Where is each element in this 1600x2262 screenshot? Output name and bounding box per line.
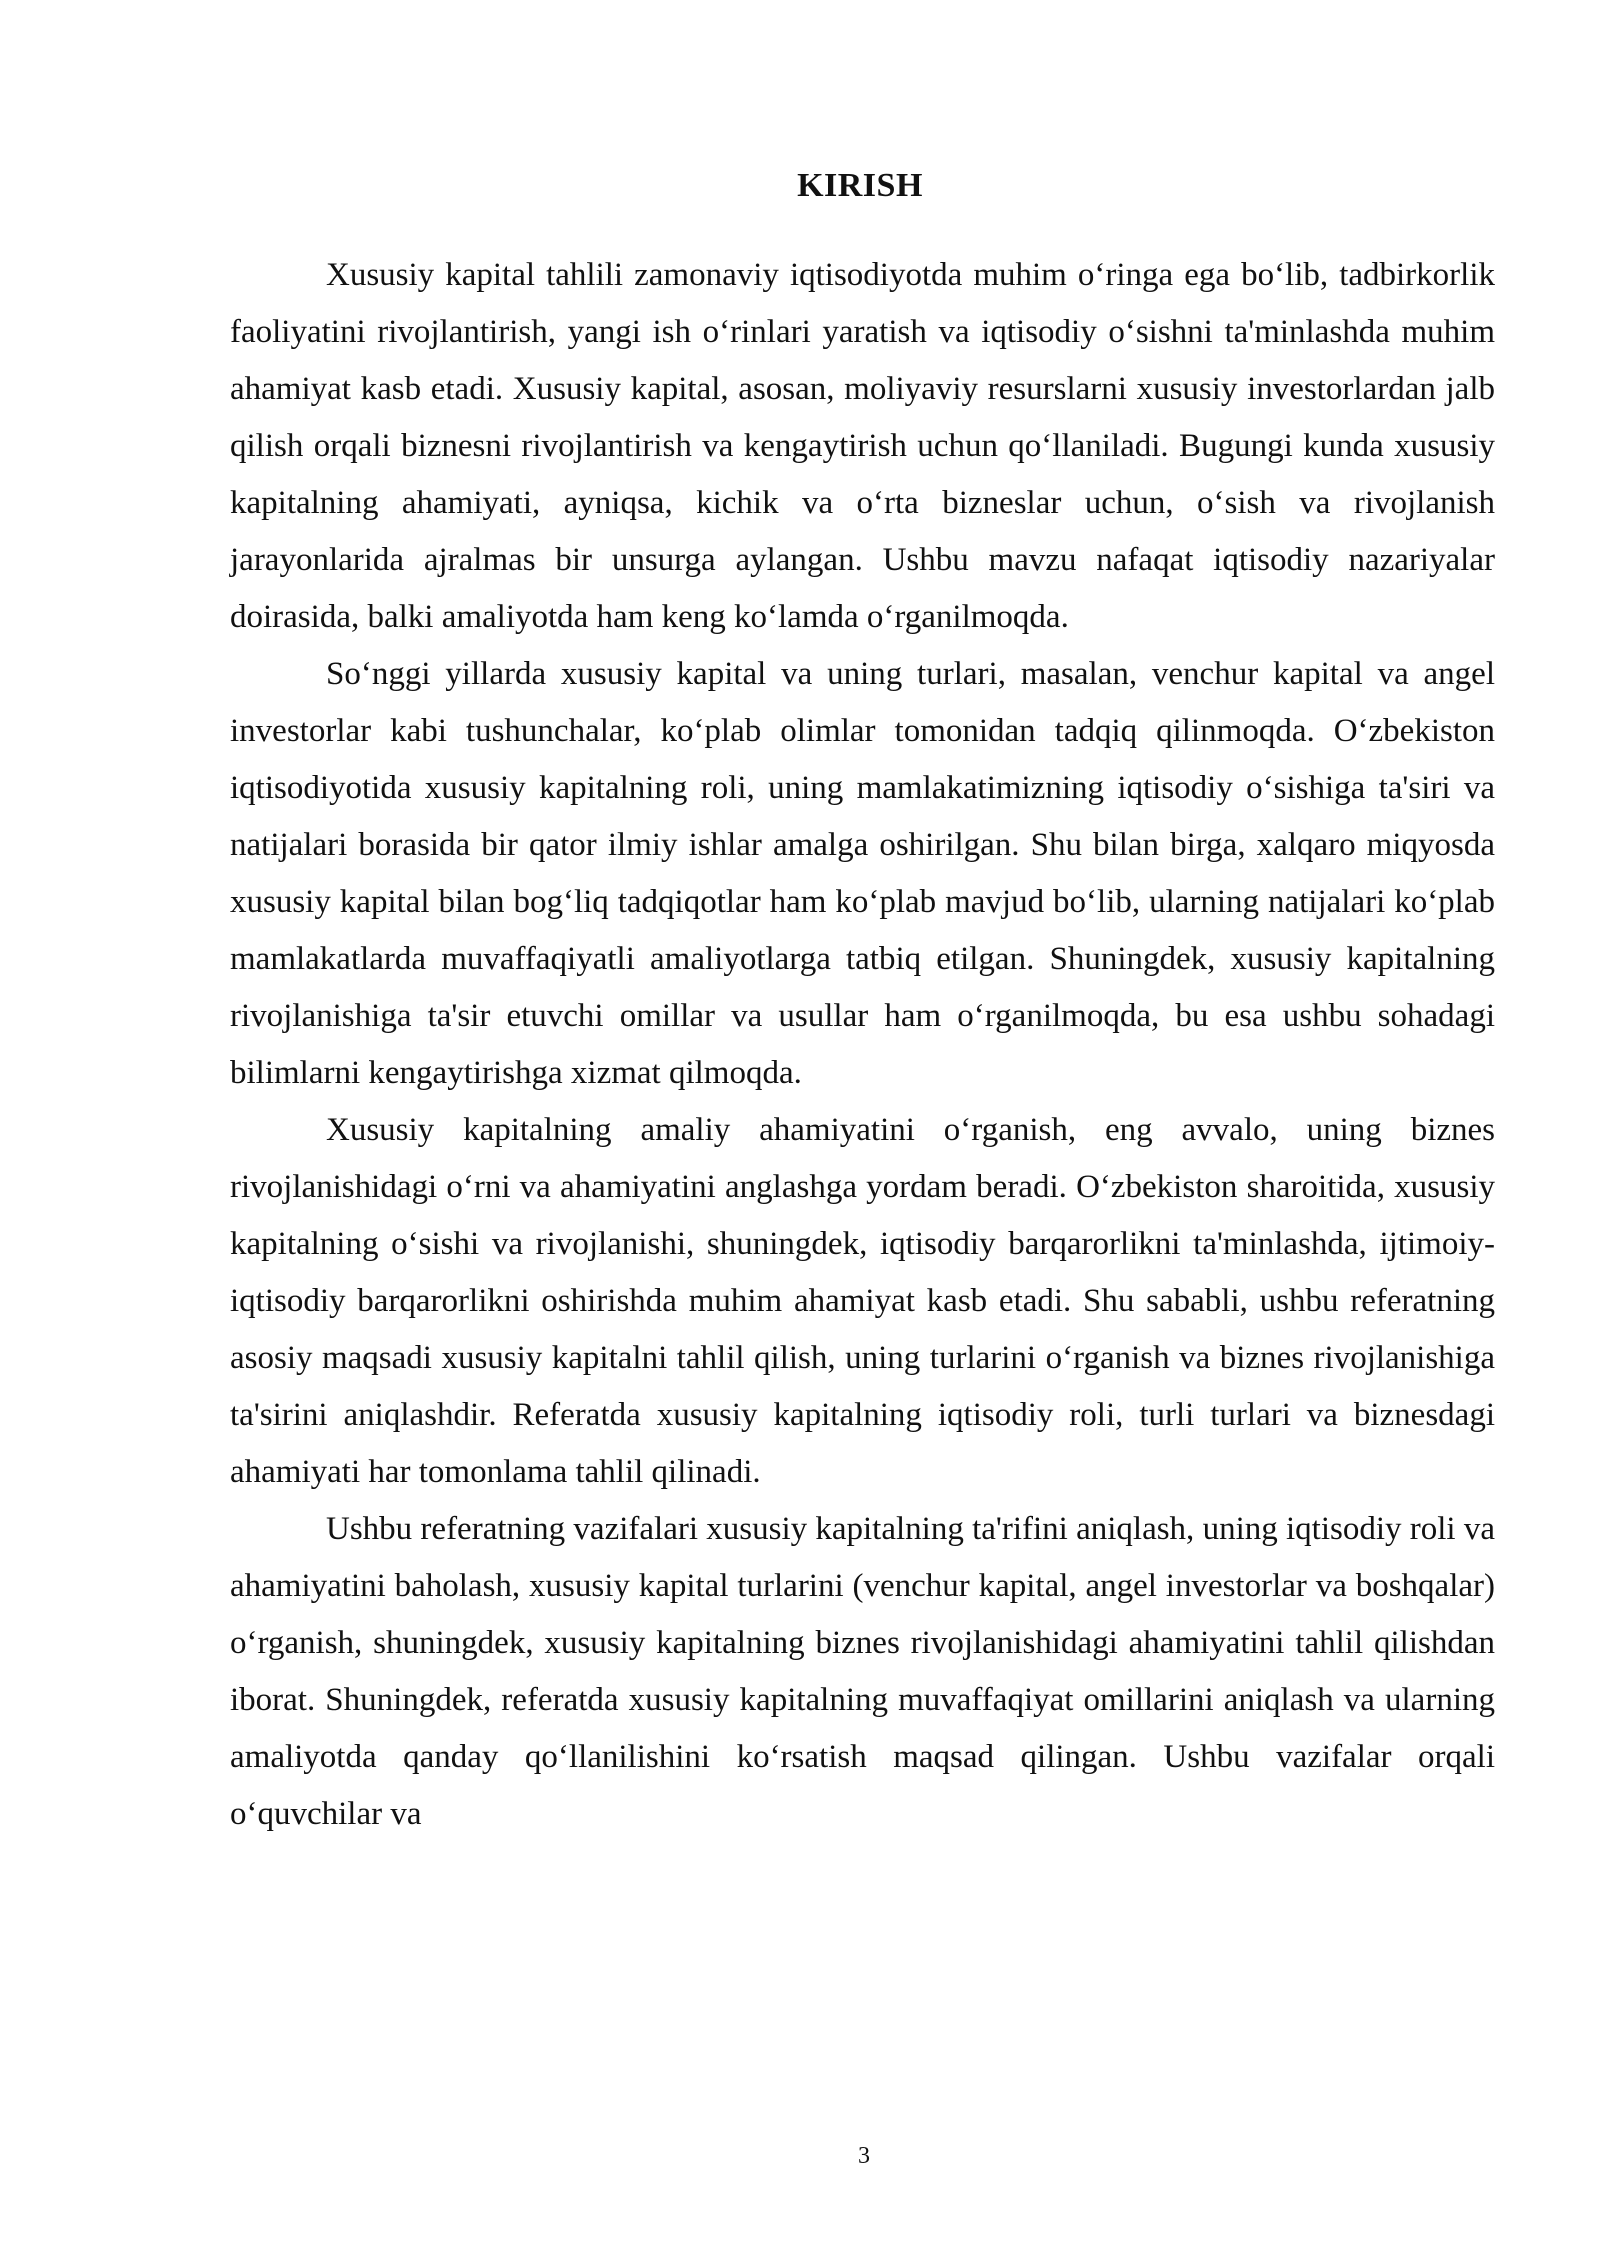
paragraph-4: Ushbu referatning vazifalari xususiy kapitalning ta'rifini aniqlash, uning iqtisodiy roli va ahamiyatini baholash, xususiy kapital turlarini (venchur kapital, angel investorlar va boshqalar) o‘rganish, shuningdek, xususiy kapitalning biznes rivojlanishidagi ahamiyatini tahlil qilishdan iborat. Shuningdek, referatda xususiy kapitalning muvaffaqiyat omillarini aniqlash va ularning amaliyotda qanday qo‘llanilishini ko‘rsatish maqsad qilingan. Ushbu vazifalar orqali o‘quvchilar va — [230, 1511, 1495, 1832]
paragraph-2: So‘nggi yillarda xususiy kapital va uning turlari, masalan, venchur kapital va angel investorlar kabi tushunchalar, ko‘plab olimlar tomonidan tadqiq qilinmoqda. O‘zbekiston iqtisodiyotida xususiy kapitalning roli, uning mamlakatimizning iqtisodiy o‘sishiga ta'siri va natijalari borasida bir qator ilmiy ishlar amalga oshirilgan. Shu bilan birga, xalqaro miqyosda xususiy kapital bilan bog‘liq tadqiqotlar ham ko‘plab mavjud bo‘lib, ularning natijalari ko‘plab mamlakatlarda muvaffaqiyatli amaliyotlarga tatbiq etilgan. Shuningdek, xususiy kapitalning rivojlanishiga ta'sir etuvchi omillar va usullar ham o‘rganilmoqda, bu esa ushbu sohadagi bilimlarni kengaytirishga xizmat qilmoqda. — [230, 656, 1495, 1091]
paragraph-1: Xususiy kapital tahlili zamonaviy iqtisodiyotda muhim o‘ringa ega bo‘lib, tadbirkorlik faoliyatini rivojlantirish, yangi ish o‘rinlari yaratish va iqtisodiy o‘sishni ta'minlashda muhim ahamiyat kasb etadi. Xususiy kapital, asosan, moliyaviy resurslarni xususiy investorlardan jalb qilish orqali biznesni rivojlantirish va kengaytirish uchun qo‘llaniladi. Bugungi kunda xususiy kapitalning ahamiyati, ayniqsa, kichik va o‘rta bizneslar uchun, o‘sish va rivojlanish jarayonlarida ajralmas bir unsurga aylangan. Ushbu mavzu nafaqat iqtisodiy nazariyalar doirasida, balki amaliyotda ham keng ko‘lamda o‘rganilmoqda. — [230, 257, 1495, 635]
paragraph-3: Xususiy kapitalning amaliy ahamiyatini o‘rganish, eng avvalo, uning biznes rivojlanishidagi o‘rni va ahamiyatini anglashga yordam beradi. O‘zbekiston sharoitida, xususiy kapitalning o‘sishi va rivojlanishi, shuningdek, iqtisodiy barqarorlikni ta'minlashda, ijtimoiy-iqtisodiy barqarorlikni oshirishda muhim ahamiyat kasb etadi. Shu sababli, ushbu referatning asosiy maqsadi xususiy kapitalni tahlil qilish, uning turlarini o‘rganish va biznes rivojlanishiga ta'sirini aniqlashdir. Referatda xususiy kapitalning iqtisodiy roli, turli turlari va biznesdagi ahamiyati har tomonlama tahlil qilinadi. — [230, 1112, 1495, 1490]
page-number: 3 — [858, 2143, 870, 2169]
body-text — [230, 247, 1495, 1843]
page-title: KIRISH — [797, 167, 923, 204]
